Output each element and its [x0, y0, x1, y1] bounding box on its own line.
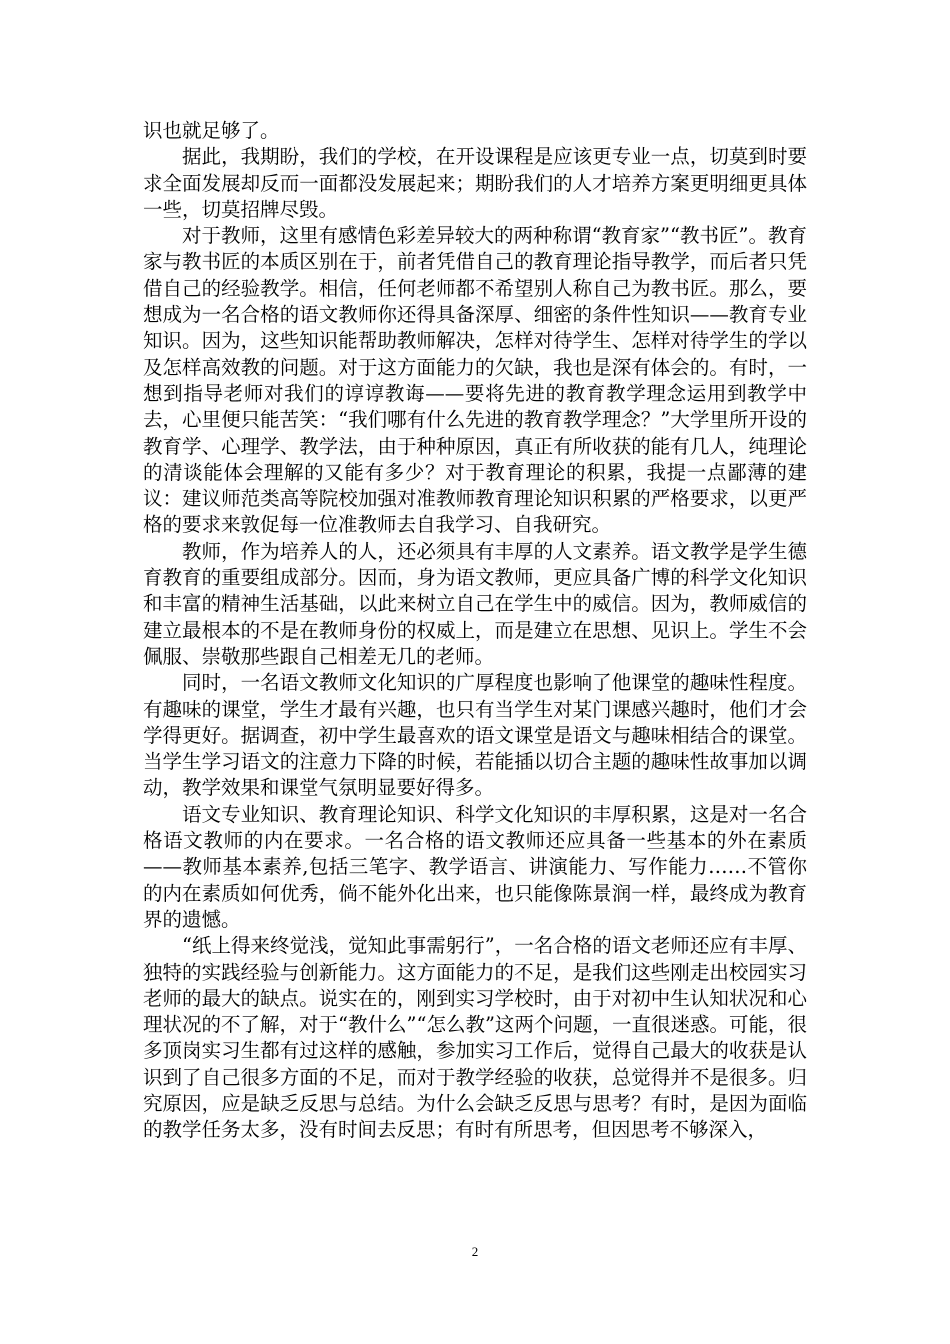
paragraph-educator-vs-craftsman: 对于教师，这里有感情色彩差异较大的两种称谓“教育家”“教书匠”。教育家与教书匠的本质区别在于，前者凭借自己的教育理论指导教学，而后者只凭借自己的经验教学。相信，任何老师都不希望别人称自己为教书匠。那么，要想成为一名合格的语文教师你还得具备深厚、细密的条件性知识——教育专业知识。因为，这些知识能帮助教师解决，怎样对待学生、怎样对待学生的学以及怎样高效教的问题。对于这方面能力的欠缺，我也是深有体会的。有时，一想到指导老师对我们的谆谆教诲——要将先进的教育教学理念运用到教学中去，心里便只能苦笑：“我们哪有什么先进的教育教学理念？”大学里所开设的教育学、心理学、教学法，由于种种原因，真正有所收获的能有几人，纯理论的清谈能体会理解的又能有多少？对于教育理论的积累，我提一点鄙薄的建议：建议师范类高等院校加强对准教师教育理论知识积累的严格要求，以更严格的要求来敦促每一位准教师去自我学习、自我研究。 [143, 224, 807, 537]
paragraph-humanistic-literacy: 教师，作为培养人的人，还必须具有丰厚的人文素养。语文教学是学生德育教育的重要组成部分。因而，身为语文教师，更应具备广博的科学文化知识和丰富的精神生活基础，以此来树立自己在学生中的威信。因为，教师威信的建立最根本的不是在教师身份的权威上，而是建立在思想、见识上。学生不会佩服、崇敬那些跟自己相差无几的老师。 [143, 539, 807, 668]
paragraph-basic-qualities: 语文专业知识、教育理论知识、科学文化知识的丰厚积累，这是对一名合格语文教师的内在要求。一名合格的语文教师还应具备一些基本的外在素质——教师基本素养,包括三笔字、教学语言、讲演能力、写作能力……不管你的内在素质如何优秀，倘不能外化出来，也只能像陈景润一样，最终成为教育界的遗憾。 [143, 802, 807, 931]
document-body [143, 118, 807, 1144]
paragraph-practical-experience: “纸上得来终觉浅，觉知此事需躬行”，一名合格的语文老师还应有丰厚、独特的实践经验与创新能力。这方面能力的不足，是我们这些刚走出校园实习老师的最大的缺点。说实在的，刚到实习学校时，由于对初中生认知状况和心理状况的不了解，对于“教什么”“怎么教”这两个问题，一直很迷惑。可能，很多顶岗实习生都有过这样的感触，参加实习工作后，觉得自己最大的收获是认识到了自己很多方面的不足，而对于教学经验的收获，总觉得并不是很多。归究原因，应是缺乏反思与总结。为什么会缺乏反思与思考？有时，是因为面临的教学任务太多，没有时间去反思；有时有所思考，但因思考不够深入， [143, 934, 807, 1142]
paragraph-classroom-interest: 同时，一名语文教师文化知识的广厚程度也影响了他课堂的趣味性程度。有趣味的课堂，学生才最有兴趣，也只有当学生对某门课感兴趣时，他们才会学得更好。据调查，初中学生最喜欢的语文课堂是语文与趣味相结合的课堂。当学生学习语文的注意力下降的时候，若能插以切合主题的趣味性故事加以调动，教学效果和课堂气氛明显要好得多。 [143, 671, 807, 800]
paragraph-continuation: 识也就足够了。 [143, 119, 280, 142]
page-number: 2 [471, 1244, 479, 1259]
paragraph-school-expectation: 据此，我期盼，我们的学校，在开设课程是应该更专业一点，切莫到时要求全面发展却反而一面都没发展起来；期盼我们的人才培养方案更明细更具体一些，切莫招牌尽毁。 [143, 145, 807, 221]
